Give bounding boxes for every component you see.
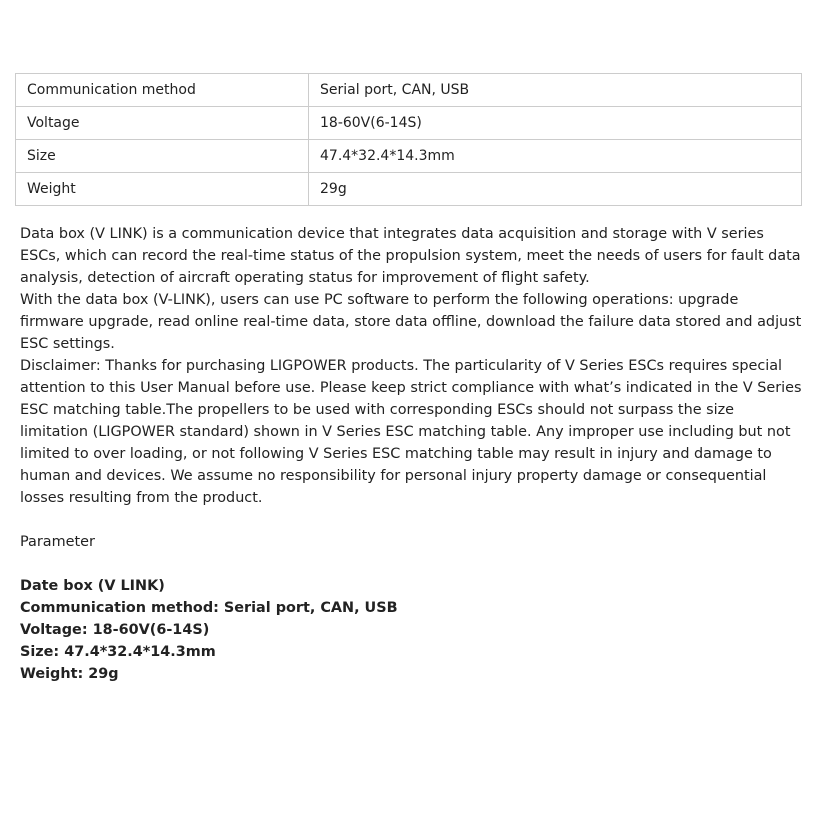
spec-key: Communication method xyxy=(16,74,309,107)
product-description xyxy=(20,223,805,685)
table-row xyxy=(16,140,802,173)
operations-paragraph: With the data box (V-LINK), users can use PC software to perform the following operations: upgrade firmware upgrade, read online real-time data, store data offline, download the failure data stored and adjust ESC settings. xyxy=(20,292,802,352)
parameter-weight: Weight: 29g xyxy=(20,666,119,682)
table-row xyxy=(16,74,802,107)
parameter-heading: Parameter xyxy=(20,534,95,550)
spec-value: 47.4*32.4*14.3mm xyxy=(309,140,802,173)
spec-value: 18-60V(6-14S) xyxy=(309,107,802,140)
spec-key: Voltage xyxy=(16,107,309,140)
table-row xyxy=(16,107,802,140)
disclaimer-paragraph: Disclaimer: Thanks for purchasing LIGPOWER products. The particularity of V Series ESCs requires special attention to this User Manual before use. Please keep strict compliance with what’s indicated in the V Series ESC matching table.The propellers to be used with corresponding ESCs should not surpass the size limitation (LIGPOWER standard) shown in V Series ESC matching table. Any improper use including but not limited to over loading, or not following V Series ESC matching table may result in injury and damage to human and devices. We assume no responsibility for personal injury property damage or consequential losses resulting from the product. xyxy=(20,358,802,506)
parameter-title: Date box (V LINK) xyxy=(20,578,165,594)
table-row xyxy=(16,173,802,206)
parameter-voltage: Voltage: 18-60V(6-14S) xyxy=(20,622,210,638)
spec-table xyxy=(15,73,802,206)
parameter-list xyxy=(20,575,805,685)
parameter-size: Size: 47.4*32.4*14.3mm xyxy=(20,644,216,660)
spec-value: Serial port, CAN, USB xyxy=(309,74,802,107)
spec-key: Size xyxy=(16,140,309,173)
spec-key: Weight xyxy=(16,173,309,206)
intro-paragraph: Data box (V LINK) is a communication device that integrates data acquisition and storage with V series ESCs, which can record the real-time status of the propulsion system, meet the needs of users for fault data analysis, detection of aircraft operating status for improvement of flight safety. xyxy=(20,226,801,286)
parameter-communication: Communication method: Serial port, CAN, USB xyxy=(20,600,398,616)
spec-value: 29g xyxy=(309,173,802,206)
